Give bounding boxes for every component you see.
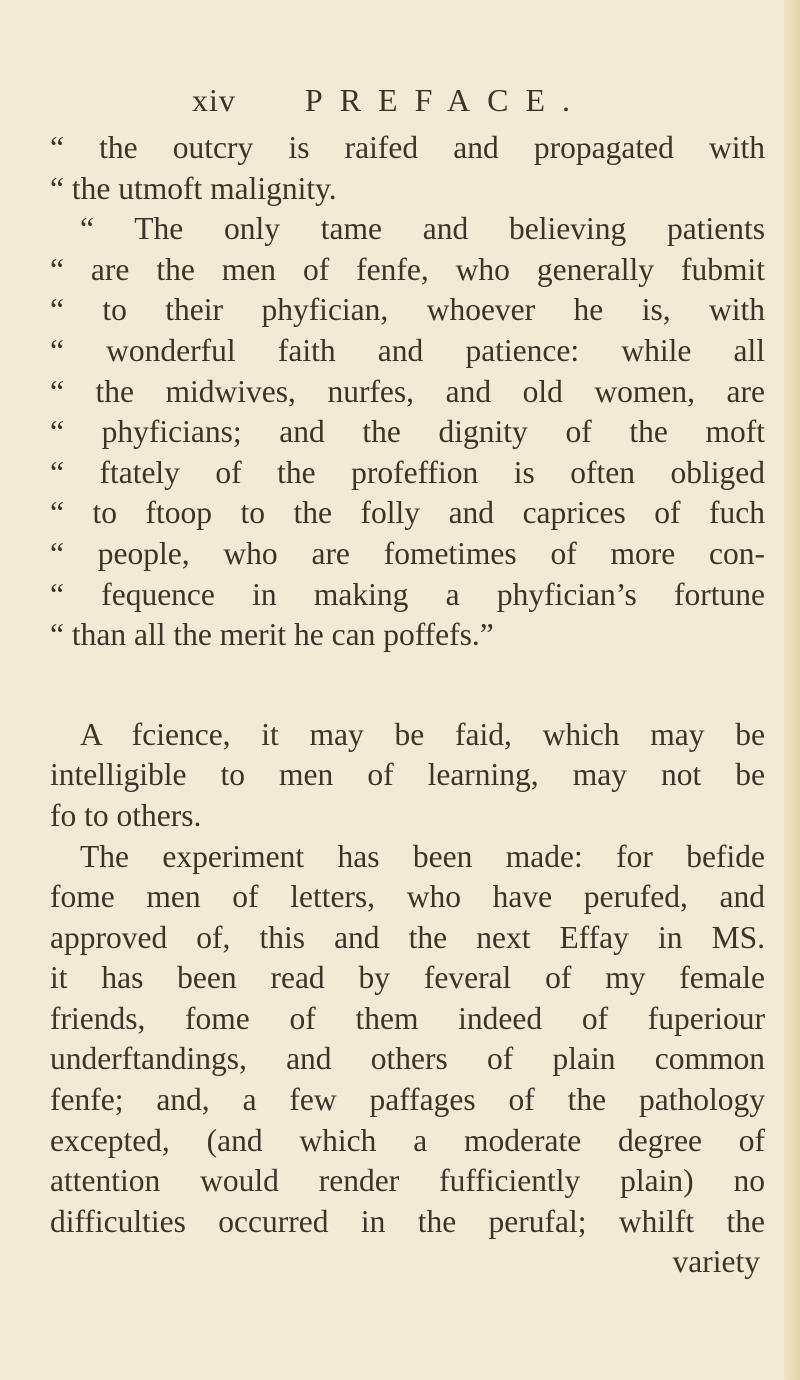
body-line: fome men of letters, who have perufed, and (50, 879, 765, 915)
quote-line: “ the utmoft malignity. (50, 170, 337, 206)
quote-line: “ fequence in making a phyfician’s fortune (50, 576, 765, 612)
body-line: underftandings, and others of plain common (50, 1041, 765, 1077)
quote-line: “ than all the merit he can poffefs.” (50, 617, 494, 653)
quote-line: “ to their phyfician, whoever he is, with (50, 292, 765, 328)
quote-line: “ people, who are fometimes of more con- (50, 535, 765, 571)
running-title: PREFACE. (304, 82, 587, 118)
body-line: approved of, this and the next Effay in MS. (50, 919, 765, 955)
quote-line: “ wonderful faith and patience: while all (50, 332, 765, 368)
body-line: The experiment has been made: for befide (80, 838, 765, 874)
quote-line: “ phyficians; and the dignity of the moft (50, 414, 765, 450)
quote-line: “ The only tame and believing patients (80, 211, 765, 247)
body-line: attention would render fufficiently plain) no (50, 1163, 765, 1199)
quote-line: “ to ftoop to the folly and caprices of fuch (50, 495, 765, 531)
body-line: it has been read by feveral of my female (50, 960, 765, 996)
quote-line: “ the midwives, nurfes, and old women, are (50, 373, 765, 409)
body-line: difficulties occurred in the perufal; whilft the (50, 1203, 765, 1239)
text-block (50, 128, 765, 1283)
catchword: variety (672, 1244, 760, 1280)
body-line: A fcience, it may be faid, which may be (80, 716, 765, 752)
quote-line: “ the outcry is raifed and propagated with (50, 130, 765, 165)
quote-line: “ ftately of the profeffion is often obliged (50, 454, 765, 490)
body-line: friends, fome of them indeed of fuperiour (50, 1000, 765, 1036)
page-number: xiv (192, 82, 236, 118)
body-line: fo to others. (50, 797, 202, 833)
body-line: fenfe; and, a few paffages of the pathology (50, 1082, 765, 1118)
body-line: intelligible to men of learning, may not be (50, 757, 765, 793)
running-header (192, 82, 587, 119)
quote-line: “ are the men of fenfe, who generally fubmit (50, 251, 765, 287)
body-line: excepted, (and which a moderate degree of (50, 1122, 765, 1158)
page-edge (784, 0, 800, 1380)
